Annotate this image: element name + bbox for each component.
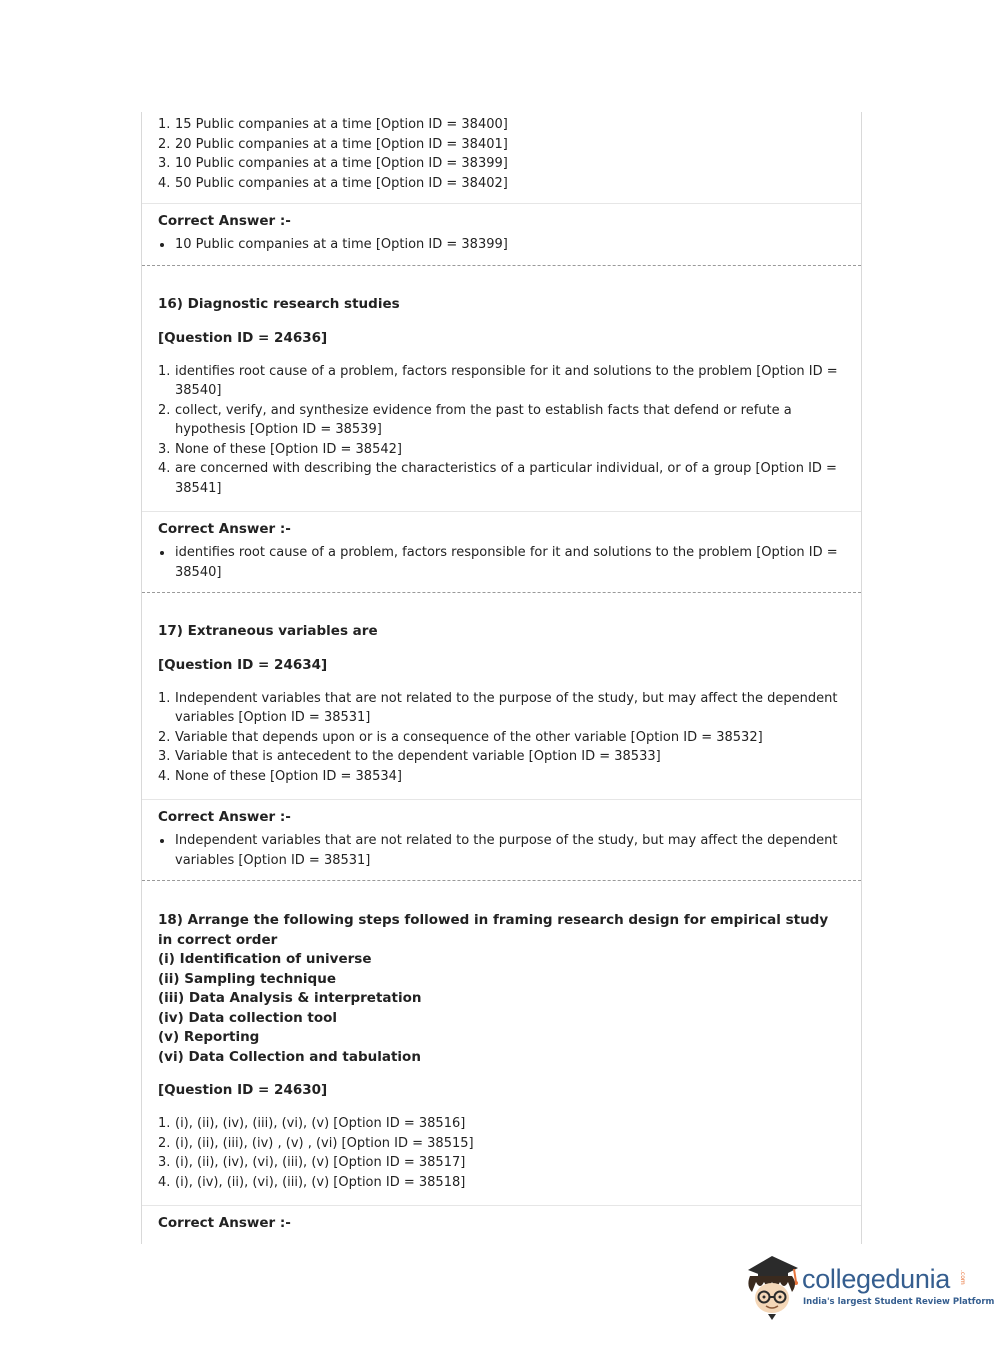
correct-answer-label: Correct Answer :- (158, 213, 291, 229)
logo-wordmark: collegedunia (802, 1264, 951, 1294)
q16-answer-block (142, 512, 861, 592)
q16-options (158, 362, 845, 499)
correct-answer-list (158, 831, 845, 871)
q17-options (158, 689, 845, 787)
option-item: 3. (i), (ii), (iv), (vi), (iii), (v) [Option ID = 38517] (158, 1155, 466, 1170)
q18-answer-block (142, 1206, 861, 1232)
correct-answer-label: Correct Answer :- (158, 1215, 291, 1231)
correct-answer-label: Correct Answer :- (158, 521, 291, 537)
question-paper-frame (141, 112, 862, 1244)
option-item: 3. None of these [Option ID = 38542] (158, 441, 402, 457)
correct-answer-list (158, 543, 845, 583)
collegedunia-logo (742, 1250, 995, 1322)
step-item: (iii) Data Analysis & interpretation (158, 990, 422, 1006)
correct-answer-item: identifies root cause of a problem, factors responsible for it and solutions to the problem [Option ID = 38540] (158, 543, 845, 583)
logo-dotcom: .com (959, 1270, 966, 1285)
q18-options (158, 1114, 845, 1192)
correct-answer-list (158, 235, 845, 255)
option-item: 1. identifies root cause of a problem, factors responsible for it and solutions to the problem [Option ID = 38540] (158, 363, 838, 398)
q17-block (142, 593, 861, 799)
step-item: (v) Reporting (158, 1029, 260, 1045)
option-item: 3. Variable that is antecedent to the dependent variable [Option ID = 38533] (158, 749, 661, 764)
question-title: 17) Extraneous variables are (158, 623, 378, 639)
option-item: 4. None of these [Option ID = 38534] (158, 768, 402, 784)
correct-answer-item: 10 Public companies at a time [Option ID = 38399] (158, 235, 845, 255)
correct-answer-item: Independent variables that are not related to the purpose of the study, but may affect the dependent variables [Option ID = 38531] (158, 831, 845, 871)
option-item: 2. (i), (ii), (iii), (iv) , (v) , (vi) [Option ID = 38515] (158, 1135, 474, 1151)
option-item: 4. 50 Public companies at a time [Option ID = 38402] (158, 175, 508, 191)
question-id: [Question ID = 24636] (158, 329, 328, 346)
option-item: 2. 20 Public companies at a time [Option ID = 38401] (158, 136, 508, 152)
question-title: 16) Diagnostic research studies (158, 296, 400, 312)
question-id: [Question ID = 24634] (158, 656, 328, 673)
q18-block (142, 881, 861, 1205)
option-item: 2. collect, verify, and synthesize evidence from the past to establish facts that defend or refute a hypothesis [Option ID = 38539] (158, 402, 792, 437)
option-item: 4. are concerned with describing the characteristics of a particular individual, or of a group [Option ID = 38541] (158, 461, 837, 496)
question-title: 18) Arrange the following steps followed in framing research design for empirical study in correct order (158, 912, 829, 948)
option-item: 2. Variable that depends upon or is a consequence of the other variable [Option ID = 38532] (158, 729, 763, 745)
option-item: 1. 15 Public companies at a time [Option ID = 38400] (158, 117, 508, 132)
option-item: 4. (i), (iv), (ii), (vi), (iii), (v) [Option ID = 38518] (158, 1174, 466, 1190)
option-item: 1. Independent variables that are not related to the purpose of the study, but may affect the dependent variables [Option ID = 38531] (158, 690, 838, 725)
q17-answer-block (142, 800, 861, 880)
correct-answer-label: Correct Answer :- (158, 809, 291, 825)
q15-options-block (142, 112, 861, 203)
step-item: (i) Identification of universe (158, 951, 372, 967)
logo-tagline: India's largest Student Review Platform (803, 1297, 995, 1307)
q16-block (142, 266, 861, 511)
option-item: 1. (i), (ii), (iv), (iii), (vi), (v) [Option ID = 38516] (158, 1116, 466, 1131)
question-id: [Question ID = 24630] (158, 1082, 328, 1098)
option-item: 3. 10 Public companies at a time [Option ID = 38399] (158, 156, 508, 171)
step-item: (iv) Data collection tool (158, 1009, 338, 1026)
q15-options (158, 115, 845, 193)
q15-answer-block (142, 204, 861, 265)
mascot-icon (742, 1250, 804, 1322)
step-item: (vi) Data Collection and tabulation (158, 1048, 421, 1065)
step-item: (ii) Sampling technique (158, 970, 336, 987)
